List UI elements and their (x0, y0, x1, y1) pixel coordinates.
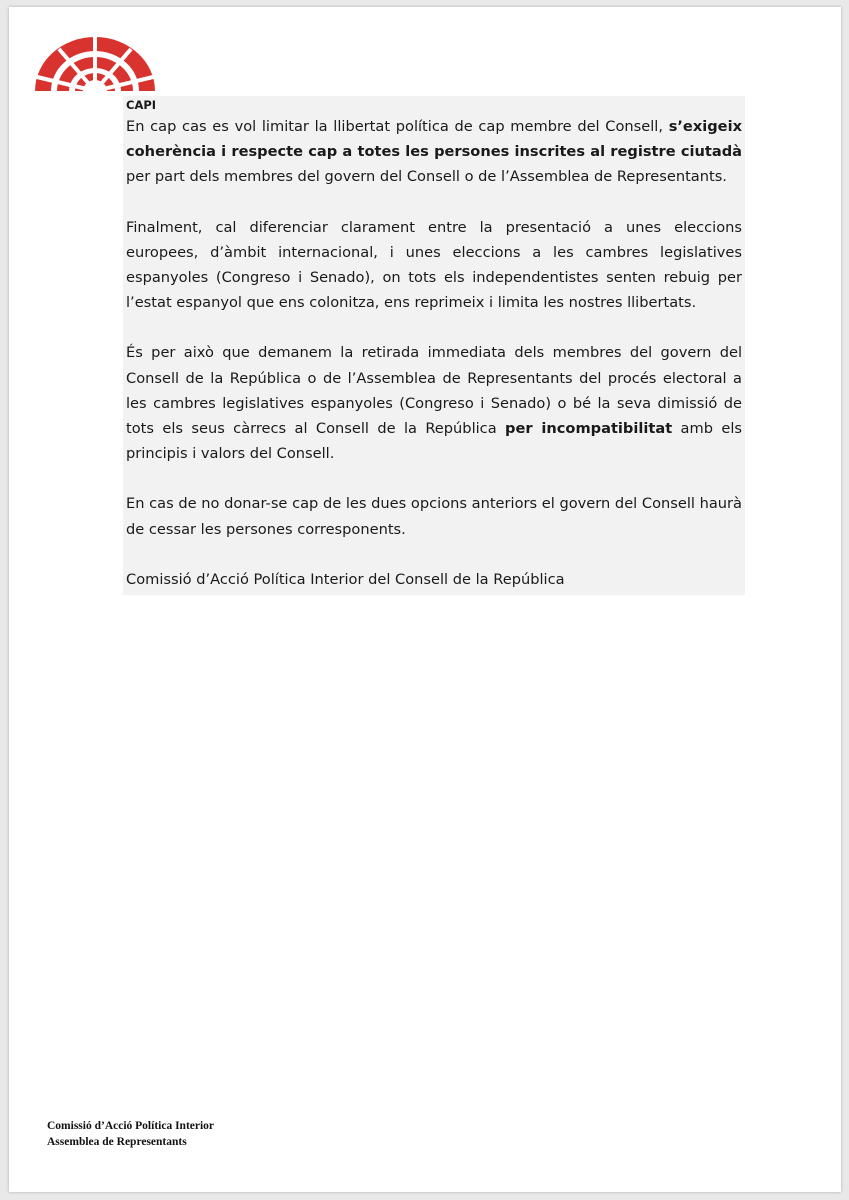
consell-logo-icon (33, 29, 157, 93)
section-heading: CAPI (126, 98, 157, 112)
paragraph-3-emphasis: per incompatibilitat (505, 420, 673, 438)
document-body (123, 96, 745, 595)
footer-line-1: Comissió d’Acció Política Interior (47, 1120, 215, 1132)
footer-line-2: Assemblea de Representants (47, 1136, 187, 1148)
paragraph-2: Finalment, cal diferenciar clarament entre la presentació a unes eleccions europees, d’àmbit internacional, i unes eleccions a les cambres legislatives espanyoles (Congreso i Senado), on tots els independentistes senten rebuig per l’estat espanyol que ens colonitza, ens reprimeix i limita les nostres llibertats. (126, 218, 742, 312)
signature: Comissió d’Acció Política Interior del Consell de la República (126, 570, 565, 588)
paragraph-4: En cas de no donar-se cap de les dues opcions anteriors el govern del Consell haurà de cessar les persones corresponents. (126, 495, 742, 538)
document-page (9, 7, 841, 1192)
paragraph-1: En cap cas es vol limitar la llibertat política de cap membre del Consell, s’exigeix coherència i respecte cap a totes les persones inscrites al registre ciutadà per part dels membres del govern del Consell o de l’Assemblea de Representants. (126, 118, 742, 186)
paragraph-1-emphasis: s’exigeix coherència i respecte cap a totes les persones inscrites al registre ciutadà (126, 118, 742, 161)
paragraph-3: És per això que demanem la retirada immediata dels membres del govern del Consell de la República o de l’Assemblea de Representants del procés electoral a les cambres legislatives espanyoles (Congreso i Senado) o bé la seva dimissió de tots els seus càrrecs al Consell de la República per incompatibilitat amb els principis i valors del Consell. (126, 344, 742, 463)
footer (47, 1118, 214, 1150)
